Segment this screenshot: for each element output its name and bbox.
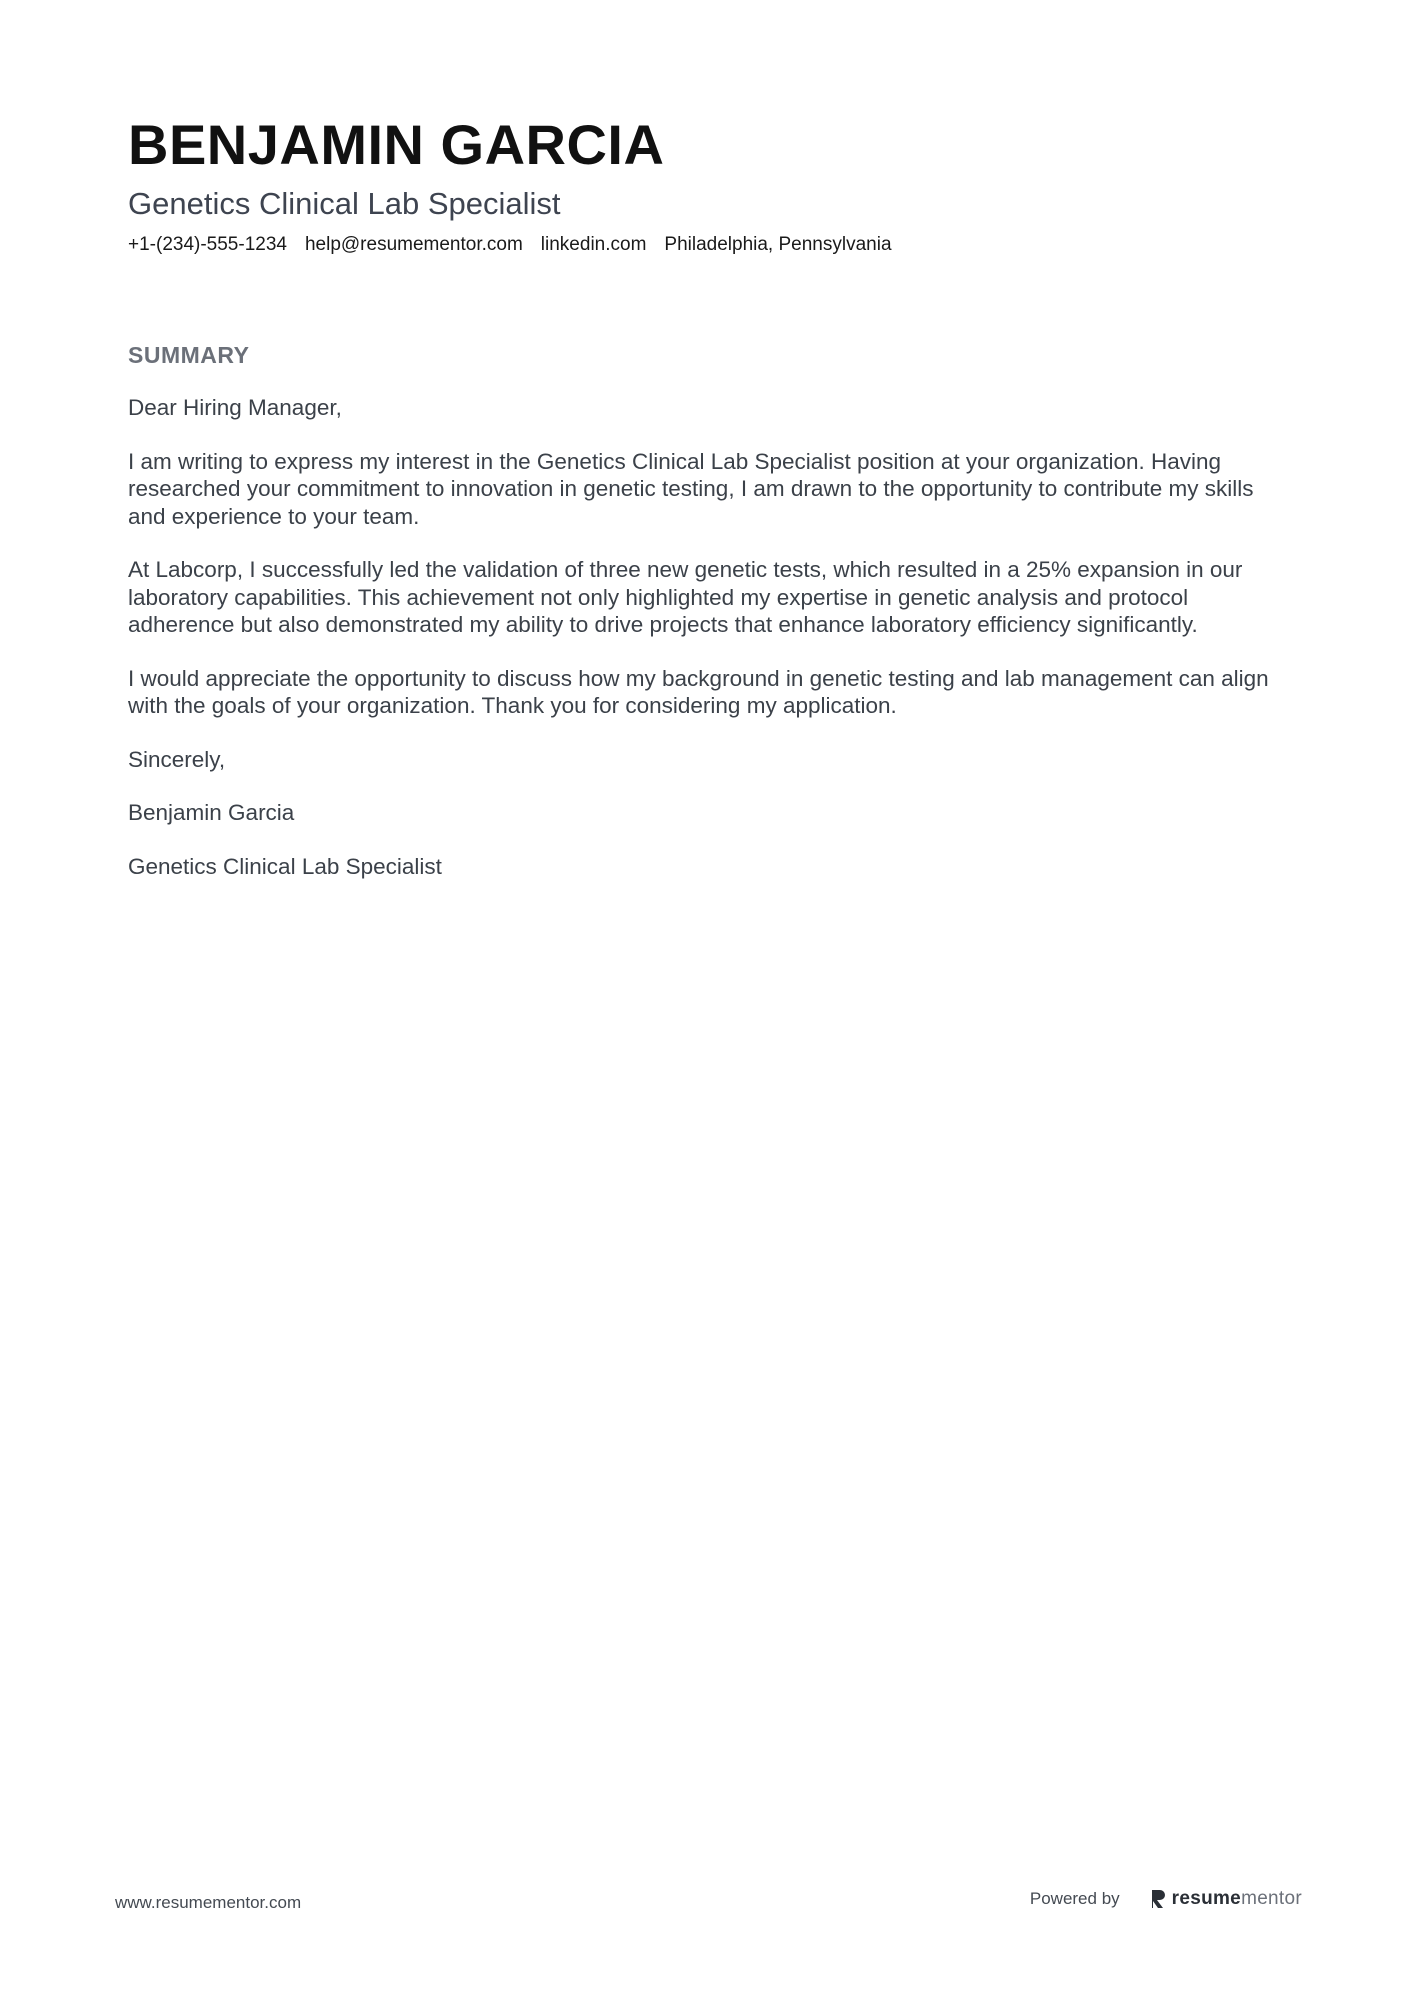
footer-website-link[interactable]: www.resumementor.com bbox=[115, 1893, 302, 1912]
brand-name-light: mentor bbox=[1241, 1888, 1302, 1909]
contact-location: Philadelphia, Pennsylvania bbox=[664, 234, 892, 255]
contact-info bbox=[128, 234, 1288, 256]
body-paragraph: I am writing to express my interest in the Genetics Clinical Lab Specialist position at your organization. Having researched your commitment to innovation in genetic testing, I am drawn to the opportunity to contribute my skills and experience to your team. bbox=[128, 448, 1254, 529]
job-title: Genetics Clinical Lab Specialist bbox=[128, 186, 561, 221]
signature-title: Genetics Clinical Lab Specialist bbox=[128, 853, 442, 879]
section-heading: SUMMARY bbox=[128, 342, 250, 368]
body-paragraph: At Labcorp, I successfully led the validation of three new genetic tests, which resulted in a 25% expansion in our laboratory capabilities. This achievement not only highlighted my expertise in genetic analysis and protocol adherence but also demonstrated my ability to drive projects that enhance laboratory efficiency significantly. bbox=[128, 557, 1243, 637]
contact-linkedin: linkedin.com bbox=[540, 234, 647, 255]
footer-powered-by bbox=[1030, 1888, 1302, 1910]
resumementor-logo-icon bbox=[1150, 1889, 1166, 1909]
closing: Sincerely, bbox=[128, 746, 226, 772]
candidate-name: BENJAMIN GARCIA bbox=[128, 113, 665, 176]
powered-by-label: Powered by bbox=[1029, 1889, 1120, 1908]
body-paragraph: I would appreciate the opportunity to discuss how my background in genetic testing and lab management can align with the goals of your organization. Thank you for considering my application. bbox=[128, 665, 1269, 718]
contact-email: help@resumementor.com bbox=[304, 234, 523, 255]
signature-name: Benjamin Garcia bbox=[128, 800, 295, 825]
summary-section bbox=[128, 340, 1288, 906]
contact-phone: +1-(234)-555-1234 bbox=[128, 234, 287, 255]
brand-name-bold: resume bbox=[1171, 1888, 1242, 1909]
salutation: Dear Hiring Manager, bbox=[128, 395, 342, 420]
brand-logo[interactable] bbox=[1150, 1888, 1302, 1910]
header bbox=[128, 108, 1288, 256]
